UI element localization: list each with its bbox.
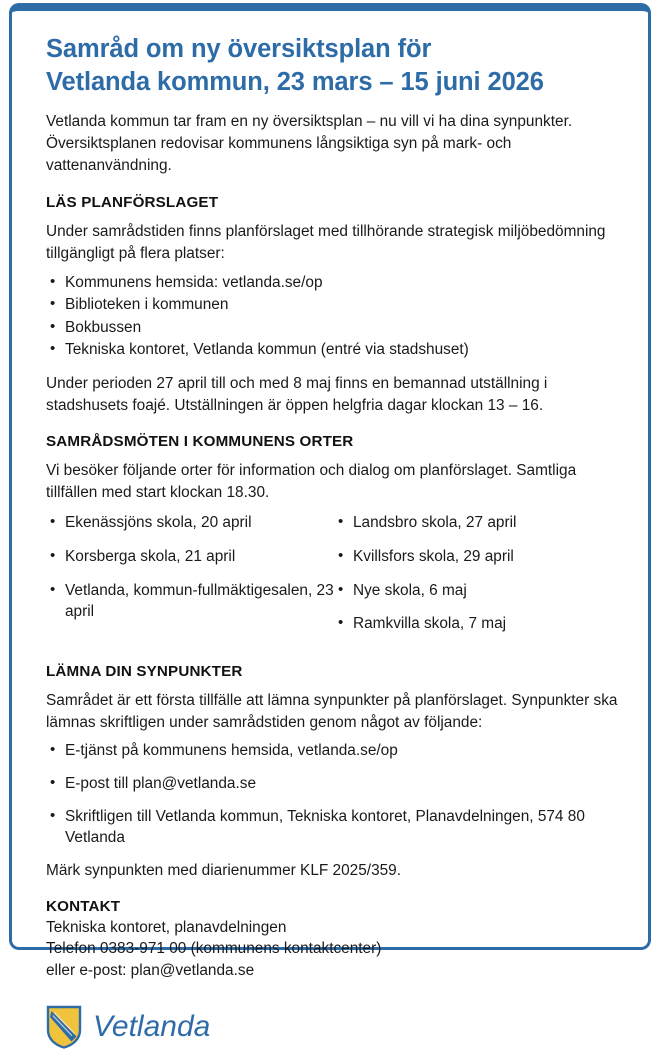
- list-item: • Biblioteken i kommunen: [46, 294, 622, 316]
- shield-icon: [46, 1005, 82, 1049]
- list-item: • Kvillsfors skola, 29 april: [334, 546, 622, 568]
- list-item: • Korsberga skola, 21 april: [46, 546, 334, 568]
- headline-line-1: Samråd om ny översiktsplan för: [46, 35, 432, 63]
- contact-email: eller e-post: plan@vetlanda.se: [46, 961, 255, 979]
- page-title: [46, 33, 622, 99]
- list-item: • Skriftligen till Vetlanda kommun, Tekniska kontoret, Planavdelningen, 574 80 Vetlanda: [46, 806, 622, 849]
- list-item: • E-tjänst på kommunens hemsida, vetlanda.se/op: [46, 740, 622, 762]
- municipality-logo: [46, 1005, 622, 1049]
- meetings-column-right: [334, 512, 622, 646]
- contact-details: [46, 917, 622, 982]
- list-item: • Ekenässjöns skola, 20 april: [46, 512, 334, 534]
- headline-line-2: Vetlanda kommun, 23 mars – 15 juni 2026: [46, 68, 544, 97]
- list-item: • Landsbro skola, 27 april: [334, 512, 622, 534]
- intro-paragraph: Vetlanda kommun tar fram en ny översiktsplan – nu vill vi ha dina synpunkter. Översiktsplanen redovisar kommunens långsiktiga syn på mark- och vattenanvändning.: [46, 113, 573, 175]
- contact-phone: Telefon 0383-971 00 (kommunens kontaktcenter): [46, 940, 382, 958]
- advert-content: [46, 33, 622, 1049]
- section-heading-meetings: SAMRÅDSMÖTEN I KOMMUNENS ORTER: [46, 432, 354, 450]
- exhibition-paragraph: Under perioden 27 april till och med 8 maj finns en bemannad utställning i stadshusets foajé. Utställningen är öppen helgfria dagar klockan 13 – 16.: [46, 374, 548, 414]
- meetings-list-left: [46, 512, 334, 622]
- read-proposal-intro: Under samrådstiden finns planförslaget med tillhörande strategisk miljöbedömning tillgängligt på flera platser:: [46, 222, 606, 262]
- reference-number-text: Märk synpunkten med diarienummer KLF 2025/359.: [46, 861, 402, 879]
- list-item: • Nye skola, 6 maj: [334, 580, 622, 602]
- logo-wordmark: Vetlanda: [93, 1010, 211, 1044]
- advert-frame: [9, 3, 651, 1044]
- feedback-intro: Samrådet är ett första tillfälle att lämna synpunkter på planförslaget. Synpunkter ska lämnas skriftligen under samrådstiden genom något av följande:: [46, 691, 618, 731]
- meetings-list-right: [334, 512, 622, 634]
- list-item: • Vetlanda, kommun-fullmäktigesalen, 23 april: [46, 580, 334, 623]
- section-heading-contact: KONTAKT: [46, 897, 121, 915]
- list-item: • E-post till plan@vetlanda.se: [46, 773, 622, 795]
- feedback-channels-list: [46, 740, 622, 848]
- meetings-two-column-list: [46, 512, 622, 646]
- section-heading-feedback: LÄMNA DIN SYNPUNKTER: [46, 662, 243, 680]
- list-item: • Ramkvilla skola, 7 maj: [334, 613, 622, 635]
- meetings-column-left: [46, 512, 334, 646]
- list-item: • Bokbussen: [46, 317, 622, 339]
- contact-department: Tekniska kontoret, planavdelningen: [46, 918, 287, 936]
- list-item: • Kommunens hemsida: vetlanda.se/op: [46, 272, 622, 294]
- list-item: • Tekniska kontoret, Vetlanda kommun (entré via stadshuset): [46, 339, 622, 361]
- section-heading-read-proposal: LÄS PLANFÖRSLAGET: [46, 193, 219, 211]
- meetings-intro: Vi besöker följande orter för information och dialog om planförslaget. Samtliga tillfällen med start klockan 18.30.: [46, 461, 577, 501]
- read-proposal-places-list: [46, 272, 622, 361]
